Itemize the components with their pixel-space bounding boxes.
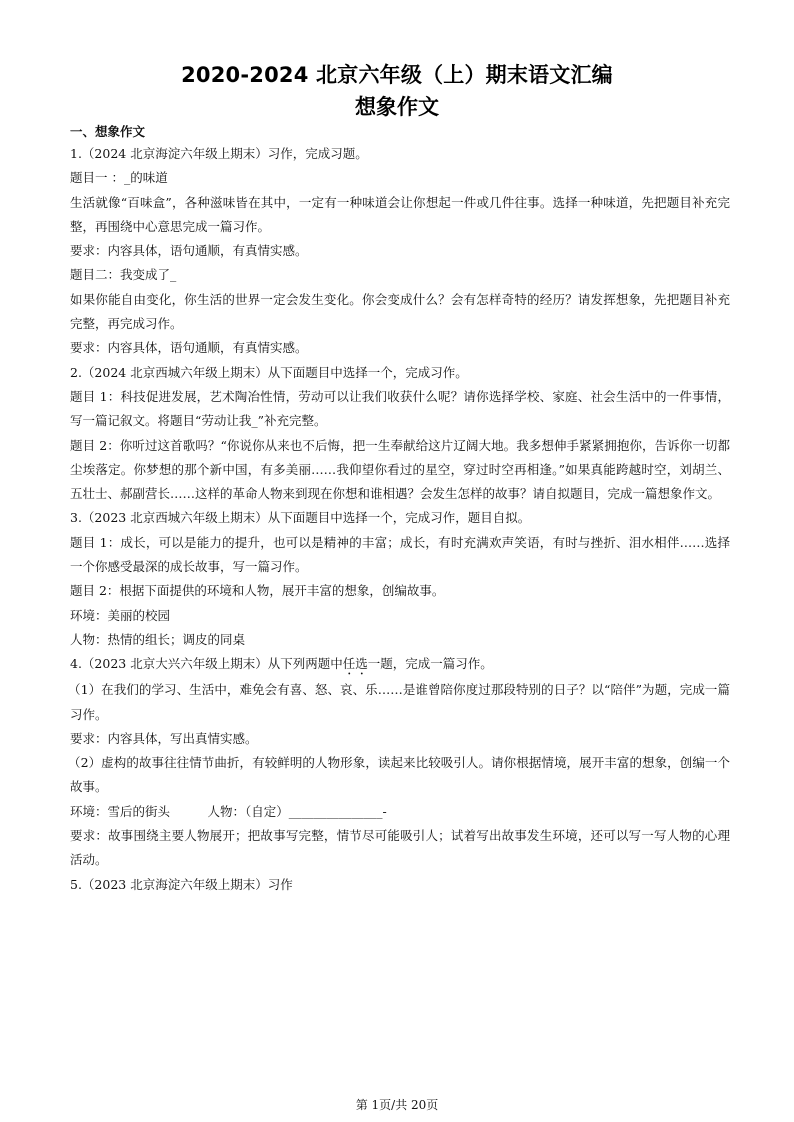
page-number-footer: 第 1页/共 20页 xyxy=(355,1098,439,1112)
page-subtitle: 想象作文 xyxy=(355,95,439,119)
q1-topic-1-prompt: 生活就像“百味盒”，各种滋味皆在其中，一定有一种味道会让你想起一件或几件往事。选择一种味道，先把题目补充完整，再围绕中心意思完成一篇习作。 xyxy=(70,194,730,234)
q1-topic-2-prompt: 如果你能自由变化，你生活的世界一定会发生变化。你会变成什么？会有怎样奇特的经历？请发挥想象，先把题目补充完整，再完成习作。 xyxy=(70,291,730,332)
question-2-header: 2.（2024 北京西城六年级上期末）从下面题目中选择一个，完成习作。 xyxy=(70,364,468,380)
q1-topic-2-requirement: 要求：内容具体，语句通顺，有真情实感。 xyxy=(70,340,308,356)
q4-option-1: （1）在我们的学习、生活中，难免会有喜、怒、哀、乐……是谁曾陪你度过那段特别的日子？以“陪伴”为题，完成一篇习作。 xyxy=(68,682,730,722)
q1-topic-1-requirement: 要求：内容具体，语句通顺，有真情实感。 xyxy=(70,243,308,259)
question-1-header: 1.（2024 北京海淀六年级上期末）习作，完成习题。 xyxy=(70,146,368,161)
question-3-header: 3.（2023 北京西城六年级上期末）从下面题目中选择一个，完成习作，题目自拟。 xyxy=(70,510,531,526)
q4-option-2-setting: 环境：雪后的街头 人物：（自定）_______________- xyxy=(70,803,387,819)
q4-suffix: 一题，完成一篇习作。 xyxy=(367,656,493,672)
q3-characters: 人物：热情的组长；调皮的同桌 xyxy=(70,631,246,647)
q4-option-1-requirement: 要求：内容具体，写出真情实感。 xyxy=(70,730,258,746)
q1-topic-2: 题目二：我变成了_ xyxy=(70,267,177,283)
q1-topic-1: 题目一 ：_的味道 xyxy=(70,170,168,186)
title-block xyxy=(0,60,794,122)
q3-topic-2: 题目 2：根据下面提供的环境和人物，展开丰富的想象，创编故事。 xyxy=(70,583,445,599)
q4-option-2-requirement: 要求：故事围绕主要人物展开；把故事写完整，情节尽可能吸引人；试着写出故事发生环境，还可以写一写人物的心理活动。 xyxy=(70,828,730,868)
page-title: 2020-2024 北京六年级（上）期末语文汇编 xyxy=(181,63,613,87)
document-body xyxy=(70,124,730,897)
question-5-header: 5.（2023 北京海淀六年级上期末）习作 xyxy=(70,876,293,892)
q4-emphasis: 任选 xyxy=(342,656,368,672)
q3-topic-1: 题目 1：成长，可以是能力的提升，也可以是精神的丰富；成长，有时充满欢声笑语，有时与挫折、泪水相伴……选择一个你感受最深的成长故事，写一篇习作。 xyxy=(70,534,730,575)
section-heading: 一、想象作文 xyxy=(70,124,146,139)
q2-topic-1: 题目 1：科技促进发展，艺术陶冶性情，劳动可以让我们收获什么呢？请你选择学校、家庭、社会生活中的一件事情，写一篇记叙文。将题目“劳动让我_”补充完整。 xyxy=(70,388,730,429)
q4-prefix: 4.（2023 北京大兴六年级上期末）从下列两题中 xyxy=(70,656,343,672)
q3-environment: 环境：美丽的校园 xyxy=(70,607,171,623)
q4-option-2: （2）虚构的故事往往情节曲折，有较鲜明的人物形象，读起来比较吸引人。请你根据情境，展开丰富的想象，创编一个故事。 xyxy=(68,755,730,795)
question-4-header xyxy=(70,652,730,678)
q2-topic-2: 题目 2：你听过这首歌吗？“你说你从来也不后悔，把一生奉献给这片辽阔大地。我多想伸手紧紧拥抱你，告诉你一切都尘埃落定。你梦想的那个新中国，有多美丽……我仰望你看过的星空，穿过时空再相逢。”如果真能跨越时空，刘胡兰、五壮士、郝副营长……这样的革命人物来到现在你想和谁相遇？会发生怎样的故事？请自拟题目，完成一篇想象作文。 xyxy=(70,437,730,502)
